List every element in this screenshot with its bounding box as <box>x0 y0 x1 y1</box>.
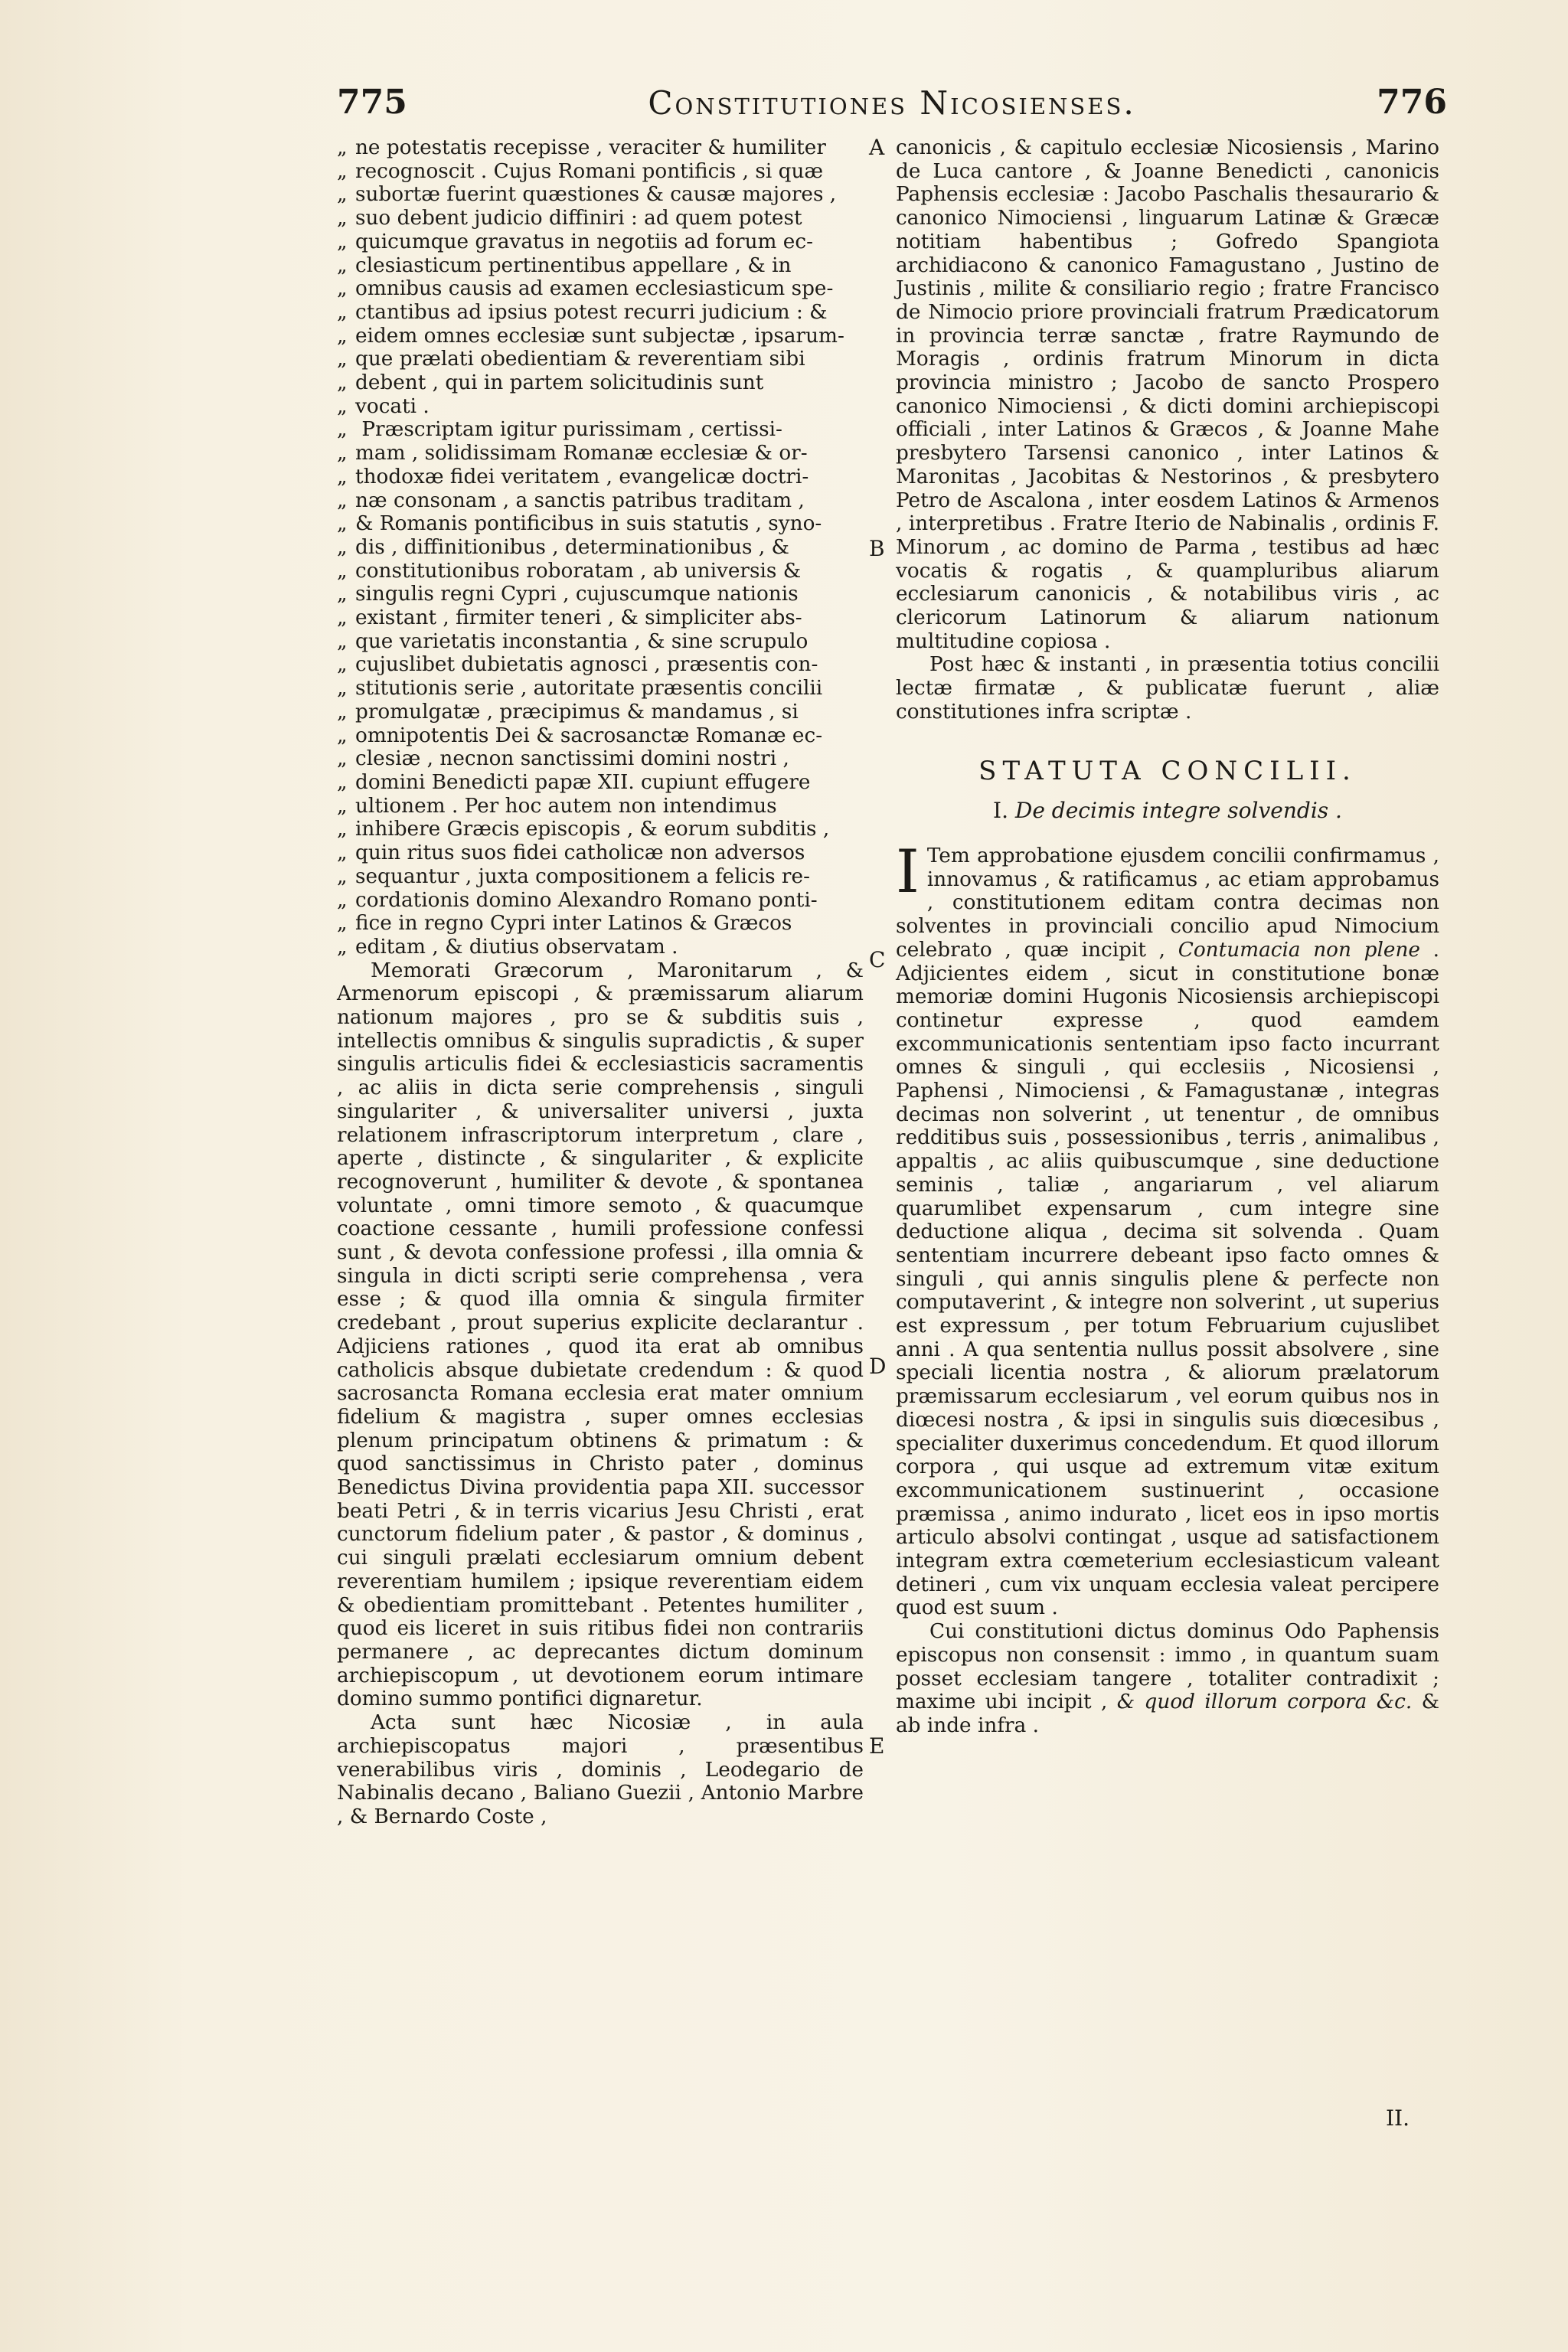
item-text-start: Tem approbatione ejusdem concilii confirmamus , innovamus , & ratificamus , ac etiam approbamus , constitutionem editam contra decimas non solventes in provinciali concilio apud Nimocium celebrato , quæ incipit , <box>896 844 1439 962</box>
quoted-line: „ eidem omnes ecclesiæ sunt subjectæ , ipsarum- <box>337 325 864 348</box>
quoted-line: „ ne potestatis recepisse , veraciter & humiliter <box>337 136 864 160</box>
cui-text-start: Cui constitutioni dictus dominus Odo Paphensis episcopus non consensit : immo , in quantum suam posset ecclesiam tangere , totaliter contradixit ; maxime ubi incipit , <box>896 1620 1439 1714</box>
subsection-title-text: De decimis integre solvendis . <box>1014 798 1342 824</box>
cui-text-end: & ab inde infra . <box>896 1690 1439 1737</box>
quoted-line: „ omnibus causis ad examen ecclesiasticum spe- <box>337 277 864 301</box>
quoted-line: „ næ consonam , a sanctis patribus traditam , <box>337 489 864 513</box>
quoted-line: „ omnipotentis Dei & sacrosanctæ Romanæ ec- <box>337 724 864 748</box>
margin-letter-b: B <box>869 536 885 561</box>
quoted-line: „ vocati . <box>337 395 864 419</box>
quoted-line: „ ultionem . Per hoc autem non intendimus <box>337 795 864 818</box>
right-paragraph-post-haec: Post hæc & instanti , in præsentia totius concilii lectæ firmatæ , & publicatæ fuerunt , aliæ constitutiones infra scriptæ . <box>896 653 1439 724</box>
section-title: STATUTA CONCILII. <box>978 755 1357 786</box>
running-title: Constitutiones Nicosienses. <box>648 84 1136 122</box>
quoted-line: „ cujuslibet dubietatis agnosci , præsentis con- <box>337 653 864 677</box>
quoted-line: „ subortæ fuerint quæstiones & causæ majores , <box>337 183 864 207</box>
quoted-line: „ ctantibus ad ipsius potest recurri judicium : & <box>337 301 864 325</box>
margin-letter-c: C <box>869 947 886 972</box>
quoted-line: „ fice in regno Cypri inter Latinos & Græcos <box>337 912 864 936</box>
left-paragraph-acta: Acta sunt hæc Nicosiæ , in aula archiepiscopatus majori , præsentibus venerabilibus viris , dominis , Leodegario de Nabinalis decano , Baliano Guezii , Antonio Marbre , & Bernardo Coste , <box>337 1711 864 1828</box>
quoted-line: „ suo debent judicio diffiniri : ad quem potest <box>337 207 864 230</box>
drop-cap-initial: I <box>896 837 920 906</box>
right-column <box>896 136 1439 1738</box>
margin-letter-a: A <box>869 135 885 160</box>
item-text-rest: . Adjicientes eidem , sicut in constitutione bonæ memoriæ domini Hugonis Nicosiensis archiepiscopi continetur expresse , quod eamdem excommunicationis sententiam ipso facto incurrant omnes & singuli , qui ecclesiis , Nicosiensi , Paphensi , Nimociensi , & Famagustanæ , integras decimas non solverint , ut tenentur , de omnibus redditibus suis , possessionibus , terris , animalibus , appaltis , ac aliis quibuscumque , sine deductione seminis , taliæ , angariarum , vel aliarum quarumlibet expensarum , cum integre sine deductione aliqua , decima sit solvenda . Quam sententiam incurrere debeant ipso facto omnes & singuli , qui annis singulis plene & perfecte non computaverint , & integre non solverint , ut superius est expressum , per totum Februarium cujuslibet anni . A qua sententia nullus possit absolvere , sine speciali licentia nostra , & aliorum prælatorum præmissarum ecclesiarum , vel eorum quibus nos in diœcesi nostra , & ipsi in singulis suis diœcesibus , specialiter duxerimus concedendum. Et quod illorum corpora , qui usque ad extremum vitæ exitum excommunicationem sustinuerint , occasione præmissa , animo indurato , licet eos in ipso mortis articulo absolvi contingat , usque ad satisfactionem integram extra cœmeterium ecclesiasticum valeant detineri , cum vix unquam ecclesia valeat percipere quod est suum . <box>896 938 1440 1620</box>
quoted-line: „ singulis regni Cypri , cujuscumque nationis <box>337 583 864 606</box>
quoted-line: „ promulgatæ , præcipimus & mandamus , si <box>337 701 864 724</box>
page-header <box>337 83 1447 129</box>
quoted-line: „ que prælati obedientiam & reverentiam sibi <box>337 348 864 371</box>
quoted-line: „ clesiæ , necnon sanctissimi domini nostri , <box>337 747 864 771</box>
cui-text-incipit: & quod illorum corpora &c. <box>1116 1690 1413 1714</box>
quoted-line: „ inhibere Græcis episcopis , & eorum subditis , <box>337 818 864 841</box>
left-column <box>337 136 864 1829</box>
page-number-right: 776 <box>1377 83 1447 122</box>
quoted-line: „ domini Benedicti papæ XII. cupiunt effugere <box>337 771 864 795</box>
quoted-line: „ recognoscit . Cujus Romani pontificis , si quæ <box>337 160 864 184</box>
quoted-line: „ quicumque gravatus in negotiis ad forum ec- <box>337 230 864 254</box>
quoted-line: „ constitutionibus roboratam , ab universis & <box>337 560 864 583</box>
quoted-constitution-text <box>337 136 864 959</box>
subsection-title <box>896 799 1439 823</box>
subsection-number: I. <box>993 798 1008 824</box>
quoted-line: „ stitutionis serie , autoritate præsentis concilii <box>337 677 864 701</box>
right-paragraph-item <box>896 837 1440 1620</box>
quoted-line: „ que varietatis inconstantia , & sine scrupulo <box>337 630 864 654</box>
quoted-line: „ & Romanis pontificibus in suis statutis , syno- <box>337 512 864 536</box>
quoted-line: „ quin ritus suos fidei catholicæ non adversos <box>337 841 864 865</box>
right-paragraph-witnesses: canonicis , & capitulo ecclesiæ Nicosiensis , Marino de Luca cantore , & Joanne Benedicti , canonicis Paphensis ecclesiæ : Jacobo Paschalis thesaurario & canonico Nimociensi , linguarum Latinæ & Græcæ notitiam habentibus ; Gofredo Spangiota archidiacono & canonico Famagustano , Justino de Justinis , milite & consiliario regio ; fratre Francisco de Nimocio priore provinciali fratrum Prædicatorum in provincia terræ sanctæ , fratre Raymundo de Moragis , ordinis fratrum Minorum in dicta provincia ministro ; Jacobo de sancto Prospero canonico Nimociensi , & dicti domini archiepiscopi officiali , inter Latinos & Græcos , & Joanne Mahe presbytero Tarsensi canonico , inter Latinos & Maronitas , Jacobitas & Nestorinos , & presbytero Petro de Ascalona , inter eosdem Latinos & Armenos , interpretibus . Fratre Iterio de Nabinalis , ordinis F. Minorum , ac domino de Parma , testibus ad hæc vocatis & rogatis , & quampluribus aliarum ecclesiarum canonicis , & notabilibus viris , ac clericorum Latinorum & aliarum nationum multitudine copiosa . <box>896 136 1439 653</box>
margin-letter-e: E <box>869 1733 885 1759</box>
left-paragraph-memorati: Memorati Græcorum , Maronitarum , & Armenorum episcopi , & præmissarum aliarum nationum majores , pro se & subditis suis , intellectis omnibus & singulis supradictis , & super singulis articulis fidei & ecclesiasticis sacramentis , ac aliis in dicta serie comprehensis , singuli singulariter , & universaliter universi , juxta relationem infrascriptorum interpretum , clare , aperte , distincte , & singulariter , & explicite recognoverunt , humiliter & devote , & spontanea voluntate , omni timore semoto , & quacumque coactione cessante , humili professione confessi sunt , & devota confessione professi , illa omnia & singula in dicti scripti serie comprehensa , vera esse ; & quod illa omnia & singula firmiter credebant , prout superius explicite declarantur . Adjiciens rationes , quod ita erat ab omnibus catholicis absque dubietate credendum : & quod sacrosancta Romana ecclesia erat mater omnium fidelium & magistra , super omnes ecclesias plenum principatum obtinens & primatum : & quod sanctissimus in Christo pater , dominus Benedictus Divina providentia papa XII. successor beati Petri , & in terris vicarius Jesu Christi , erat cunctorum fidelium pater , & pastor , & dominus , cui singuli prælati ecclesiarum omnium debent reverentiam humilem ; ipsique reverentiam eidem & obedientiam promittebant . Petentes humiliter , quod eis liceret in suis ritibus fidei non contrariis permanere , ac deprecantes dictum dominum archiepiscopum , ut devotionem eorum intimare domino summo pontifici dignaretur. <box>337 959 864 1711</box>
quoted-line: „ dis , diffinitionibus , determinationibus , & <box>337 536 864 560</box>
catchword: II. <box>1386 2105 1410 2131</box>
quoted-line: „ cordationis domino Alexandro Romano ponti- <box>337 889 864 913</box>
quoted-line: „ debent , qui in partem solicitudinis sunt <box>337 371 864 395</box>
page-number-left: 775 <box>337 83 407 122</box>
right-paragraph-cui <box>896 1620 1439 1738</box>
quoted-line: „ clesiasticum pertinentibus appellare , & in <box>337 254 864 278</box>
margin-letter-d: D <box>869 1354 887 1379</box>
quoted-line: „ sequantur , juxta compositionem a felicis re- <box>337 865 864 889</box>
quoted-line: „ Præscriptam igitur purissimam , certissi- <box>337 418 864 442</box>
quoted-line: „ editam , & diutius observatam . <box>337 936 864 959</box>
quoted-line: „ mam , solidissimam Romanæ ecclesiæ & or- <box>337 442 864 466</box>
quoted-line: „ existant , firmiter teneri , & simpliciter abs- <box>337 606 864 630</box>
quoted-line: „ thodoxæ fidei veritatem , evangelicæ doctri- <box>337 466 864 489</box>
item-text-incipit: Contumacia non plene <box>1178 938 1420 962</box>
